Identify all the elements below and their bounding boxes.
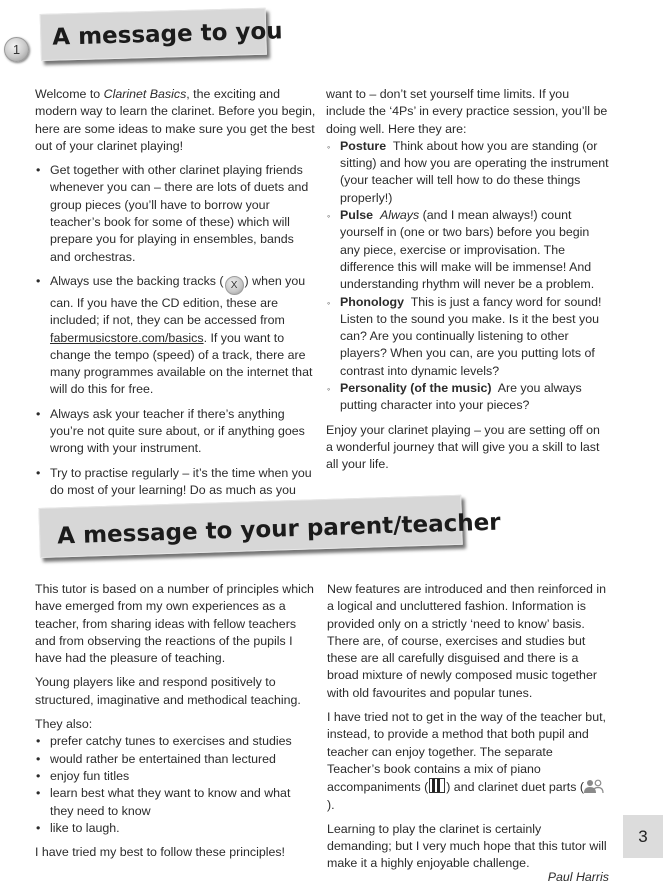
backing-track-cd-icon: X (225, 276, 244, 295)
list-item-text: Try to practise regularly – it’s the time when you do most of your learning! Do as much as you (50, 465, 312, 497)
paragraph: New features are introduced and then reinforced in a logical and uncluttered fashion. Information is provided only on a strictly ‘need to know’ basis. There are, of course, exercises and studies but these are all carefully disguised and there is a broad mixture of newly composed music together with old favourites and popular tunes. (327, 582, 606, 700)
list-item (35, 820, 317, 837)
list-item (35, 406, 317, 458)
list-item-text: would rather be entertained than lectured (50, 751, 276, 766)
paragraph-text: I have tried not to get in the way of the teacher but, instead, to provide a method that both pupil and teacher can enjoy together. The separate Teacher’s book contains a mix of piano accompaniments ( (327, 710, 606, 795)
piano-icon (429, 778, 445, 793)
list-item (35, 785, 317, 820)
page-number: 3 (623, 815, 663, 858)
list-item (35, 273, 317, 399)
bullet-icon: • (36, 820, 41, 835)
bullet-icon: • (36, 163, 41, 178)
teacher-book-paragraph (327, 709, 609, 814)
four-ps-list (326, 138, 610, 415)
list-item-text: enjoy fun titles (50, 768, 130, 783)
bullet-icon: • (36, 406, 41, 421)
duet-icon (584, 779, 604, 793)
section-heading: A message to your parent/teacher (38, 495, 462, 558)
term: Posture (340, 138, 387, 153)
section-heading-wrapper (40, 8, 283, 61)
paragraph-text: ) and clarinet duet parts ( (446, 780, 584, 795)
section-heading: A message to you (40, 8, 267, 61)
four-ps-item (326, 294, 610, 380)
list-item (35, 733, 317, 750)
term-text: Think about how you are standing (or sitting) and how you are operating the instrument (your teacher will tell how to do these things properly!) (340, 138, 609, 205)
open-bullet-icon: ◦ (327, 384, 331, 395)
section1-right-column (326, 86, 610, 481)
list-item-text: Always use the backing tracks ( (50, 273, 224, 288)
paragraph: They also: (35, 717, 93, 732)
four-ps-item (326, 138, 610, 207)
list-item (35, 768, 317, 785)
bullet-icon: • (36, 734, 41, 749)
fabermusicstore-link[interactable]: fabermusicstore.com/basics (50, 330, 204, 345)
paragraph: This tutor is based on a number of principles which have emerged from my own experiences as a teacher, from sharing ideas with fellow teachers and from observing the reactions of the pupils I have had the pleasure of teaching. (35, 582, 314, 666)
closing-paragraph: Enjoy your clarinet playing – you are setting off on a wonderful journey that will give you a skill to last all your life. (326, 422, 600, 472)
four-ps-item (326, 207, 610, 293)
bullet-icon: • (36, 751, 41, 766)
intro-paragraph (35, 86, 317, 155)
term: Phonology (340, 294, 405, 309)
section2-right-column (327, 581, 609, 886)
practice-continued: want to – don’t set yourself time limits. If you include the ‘4Ps’ in every practice session, you’ll be doing well. Here they are: (326, 87, 608, 136)
term: Pulse (340, 208, 374, 223)
they-also-list (35, 733, 317, 837)
paragraph: Young players like and respond positively to structured, imaginative and methodical teaching. (35, 675, 301, 707)
list-item-text: like to laugh. (50, 820, 120, 835)
bullet-icon: • (36, 465, 41, 480)
term-text: This is just a fancy word for sound! Listen to the sound you make. Is it the best you can? Are you continually listening to other players? When you can, are you putting lots of contrast into dynamic levels? (340, 294, 602, 378)
four-ps-item (326, 380, 610, 415)
bullet-icon: • (36, 786, 41, 801)
paragraph: I have tried my best to follow these principles! (35, 845, 285, 860)
unit-number-badge: 1 (4, 37, 29, 62)
paragraph: Learning to play the clarinet is certainly demanding; but I very much hope that this tutor will make it a highly enjoyable challenge. (327, 821, 607, 871)
intro-text: Welcome to (35, 87, 104, 101)
open-bullet-icon: ◦ (327, 141, 331, 152)
paragraph-text: ). (327, 797, 335, 812)
list-item-text: Always ask your teacher if there’s anything you’re not quite sure about, or if anything goes wrong with your instrument. (50, 406, 305, 456)
open-bullet-icon: ◦ (327, 297, 331, 308)
bullet-icon: • (36, 768, 41, 783)
list-item (35, 162, 317, 266)
term-text: Are you always putting character into your pieces? (340, 381, 582, 413)
open-bullet-icon: ◦ (327, 211, 331, 222)
term-text: (and I mean always!) count yourself in (one or two bars) before you begin any piece, exercise or improvisation. The difference this will make will be immense! And understanding rhythm will never be a problem. (340, 208, 595, 292)
list-item (35, 465, 317, 500)
list-item-text: prefer catchy tunes to exercises and studies (50, 734, 292, 749)
section1-left-column (35, 86, 317, 506)
list-item (35, 751, 317, 768)
bullet-icon: • (36, 273, 41, 288)
book-title: Clarinet Basics (103, 87, 187, 101)
intro-text-cont: , the exciting and modern way to learn the clarinet. Before you begin, here are some ideas to make sure you get the best out of your clarinet playing! (35, 87, 316, 153)
list-item-text: . If you want to change the tempo (speed) of a track, there are many programmes available on the internet that will do this for free. (50, 330, 313, 397)
list-item-text: Get together with other clarinet playing friends whenever you can – there are lots of duets and group pieces (you’ll have to borrow your teacher’s book for some of these) which will prepare you for playing in ensembles, bands and orchestras. (50, 163, 309, 264)
author-signature: Paul Harris (547, 869, 609, 884)
term: Personality (of the music) (340, 381, 492, 396)
term-emphasis: Always (379, 208, 420, 223)
list-item-text: learn best what they want to know and what they need to know (50, 786, 291, 818)
list-item-text: ) when you can. If you have the CD edition, these are included; if not, they can be accessed from (50, 273, 306, 328)
tips-list (35, 162, 317, 499)
section2-left-column (35, 581, 317, 868)
